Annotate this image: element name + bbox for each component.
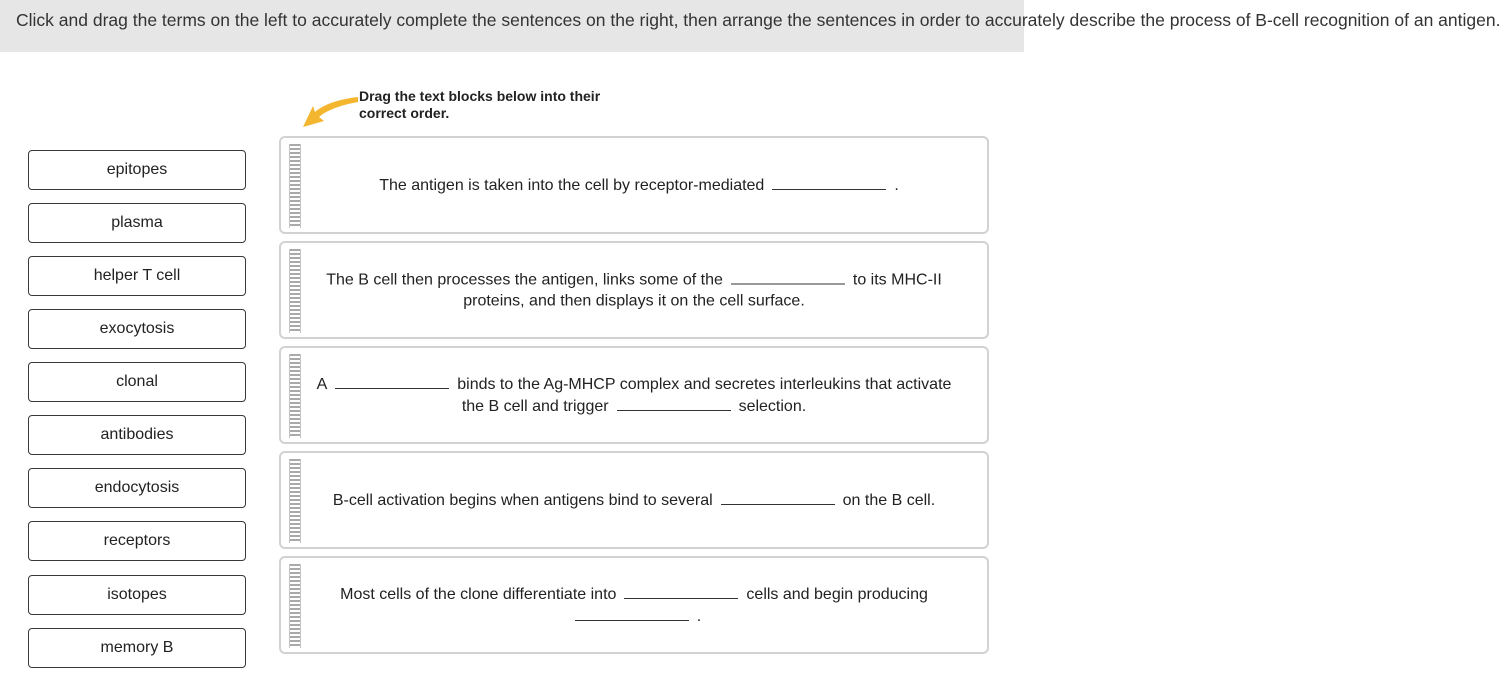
blank-drop-zone[interactable] (575, 605, 689, 621)
blank-drop-zone[interactable] (617, 395, 731, 411)
blank-drop-zone[interactable] (731, 269, 845, 285)
sentence-text: The B cell then processes the antigen, links some of the to its MHC-II proteins, and then displays it on the cell surface. (311, 269, 957, 312)
term-isotopes[interactable]: isotopes (28, 575, 246, 615)
term-plasma[interactable]: plasma (28, 203, 246, 243)
blank-drop-zone[interactable] (772, 174, 886, 190)
arrow-icon (300, 90, 360, 132)
term-exocytosis[interactable]: exocytosis (28, 309, 246, 349)
drag-handle-icon[interactable] (289, 144, 301, 228)
drag-handle-icon[interactable] (289, 354, 301, 438)
term-endocytosis[interactable]: endocytosis (28, 468, 246, 508)
blank-drop-zone[interactable] (721, 489, 835, 505)
sentence-card-3[interactable] (279, 346, 989, 444)
drag-hint: Drag the text blocks below into their correct order. (359, 88, 601, 121)
sentence-card-1[interactable] (279, 136, 989, 234)
term-clonal[interactable]: clonal (28, 362, 246, 402)
instructions-text: Click and drag the terms on the left to accurately complete the sentences on the right, then arrange the sentences in order to accurately describe the process of B-cell recognition of an antigen. (0, 0, 1024, 52)
drag-handle-icon[interactable] (289, 249, 301, 333)
term-antibodies[interactable]: antibodies (28, 415, 246, 455)
term-receptors[interactable]: receptors (28, 521, 246, 561)
sentence-text: B-cell activation begins when antigens bind to several on the B cell. (311, 489, 957, 511)
sentence-card-4[interactable] (279, 451, 989, 549)
sentence-text: Most cells of the clone differentiate into cells and begin producing. (311, 583, 957, 627)
term-memory-b[interactable]: memory B (28, 628, 246, 668)
sentence-card-2[interactable] (279, 241, 989, 339)
sentence-card-5[interactable] (279, 556, 989, 654)
sentence-text: A binds to the Ag-MHCP complex and secretes interleukins that activate the B cell and trigger selection. (311, 373, 957, 417)
sentence-text: The antigen is taken into the cell by receptor-mediated . (321, 174, 957, 196)
term-epitopes[interactable]: epitopes (28, 150, 246, 190)
drag-handle-icon[interactable] (289, 564, 301, 648)
term-helper-t-cell[interactable]: helper T cell (28, 256, 246, 296)
blank-drop-zone[interactable] (624, 583, 738, 599)
drag-handle-icon[interactable] (289, 459, 301, 543)
blank-drop-zone[interactable] (335, 373, 449, 389)
